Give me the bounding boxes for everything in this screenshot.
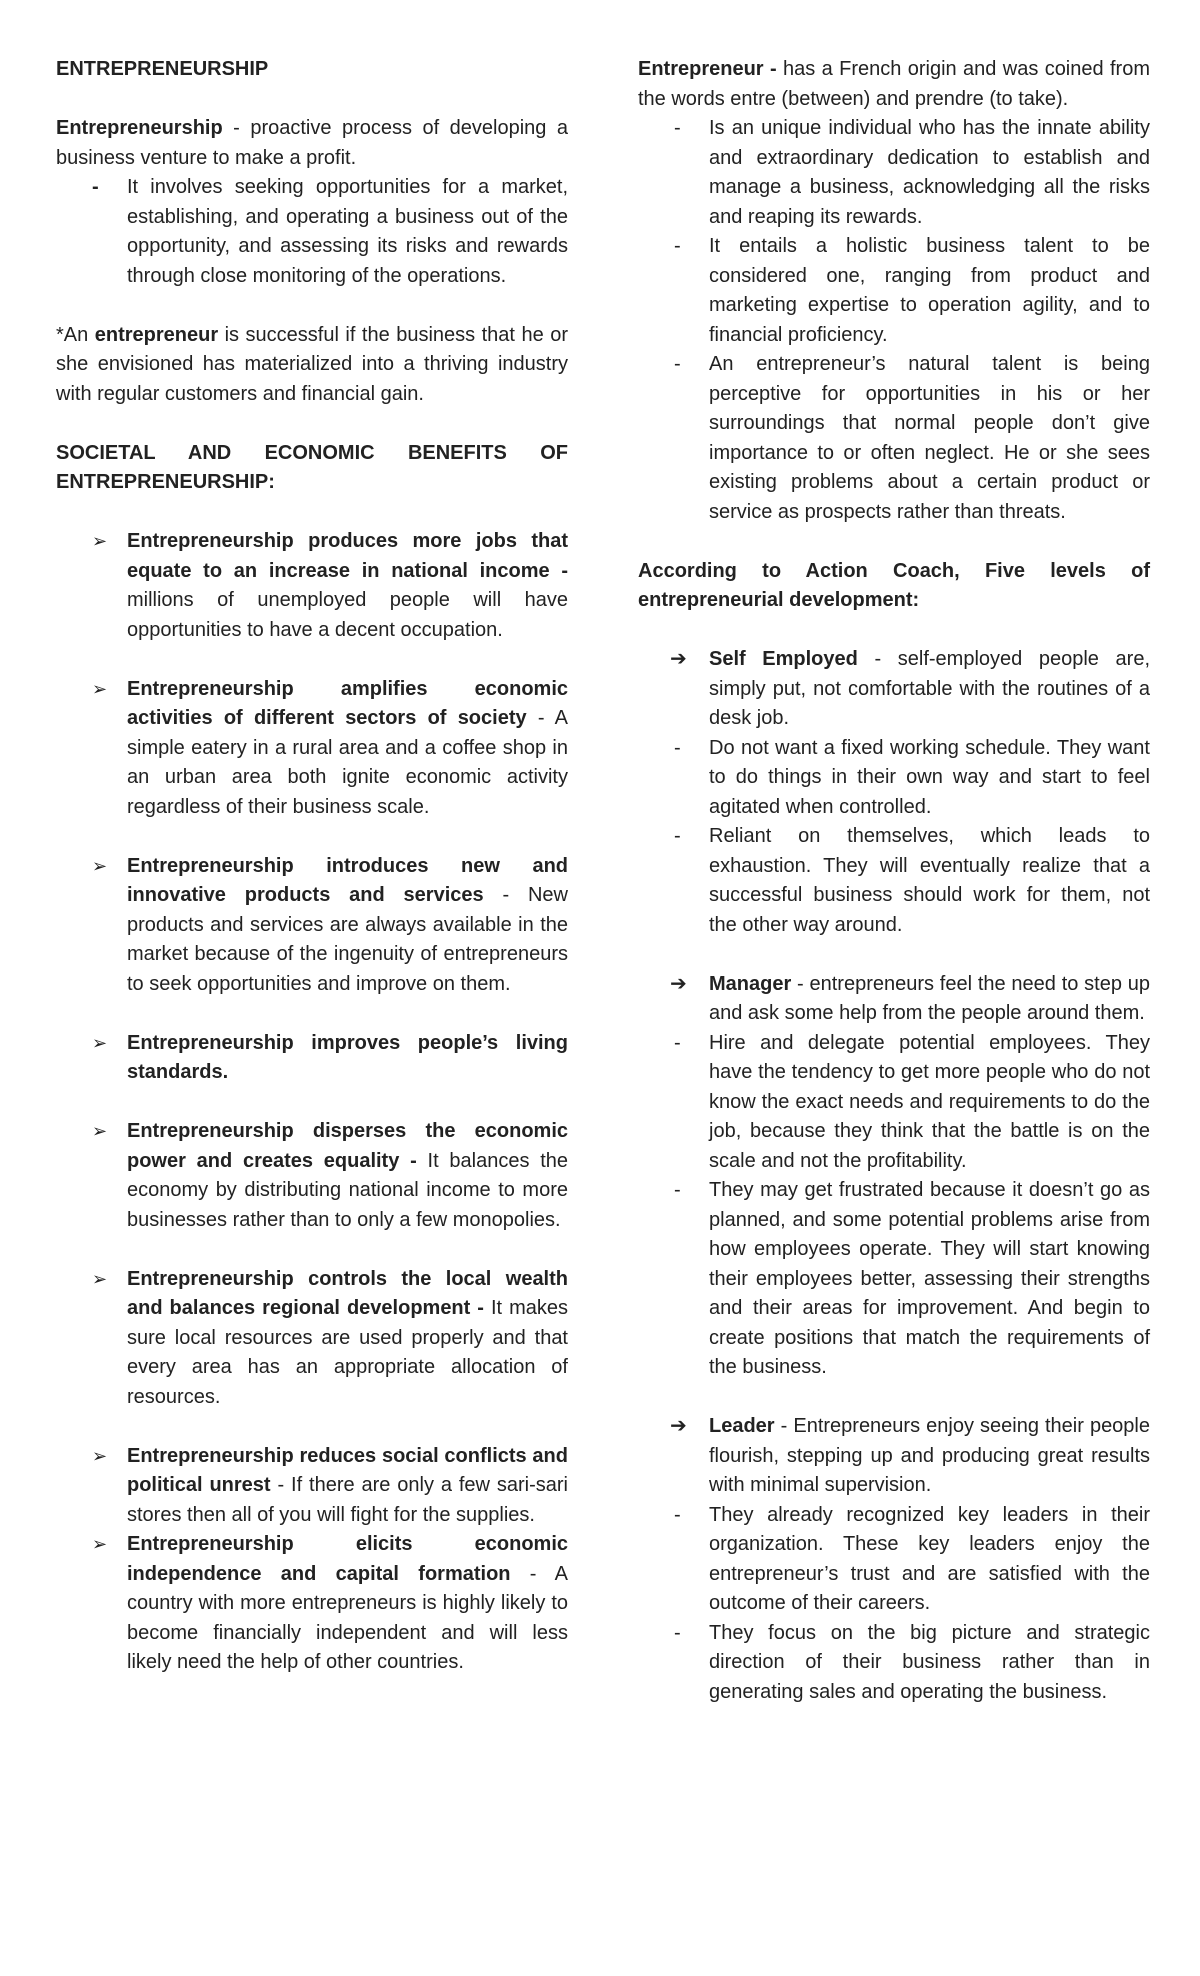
intro-text: has a French origin and was coined from the words entre (between) and prendre (to take). bbox=[638, 58, 1150, 110]
level-bullet bbox=[638, 1501, 1150, 1619]
intro-term: Entrepreneur - bbox=[638, 58, 777, 80]
benefit-text: - A simple eatery in a rural area and a coffee shop in an urban area both ignite economic activity regardless of their business scale. bbox=[127, 707, 568, 818]
level-name: Leader bbox=[709, 1415, 775, 1437]
dash-marker: - bbox=[674, 1621, 681, 1644]
triangle-bullet-icon: ➢ bbox=[92, 1268, 108, 1289]
triangle-bullet-icon: ➢ bbox=[92, 1032, 108, 1053]
entrepreneur-intro bbox=[638, 55, 1150, 114]
level-bullet-text: They already recognized key leaders in their organization. These key leaders enjoy the entrepreneur’s trust and are satisfied with the outcome of their careers. bbox=[709, 1503, 1150, 1614]
benefit-text: - If there are only a few sari-sari stores then all of you will fight for the supplies. bbox=[127, 1474, 568, 1526]
level-bullet bbox=[638, 822, 1150, 940]
triangle-bullet-icon: ➢ bbox=[92, 531, 108, 551]
level-name: Manager bbox=[709, 972, 792, 995]
dash-marker: - bbox=[674, 1031, 681, 1054]
arrow-bullet-icon: ➔ bbox=[670, 972, 687, 995]
note-term: entrepreneur bbox=[94, 323, 219, 346]
level-item-manager bbox=[638, 970, 1150, 1029]
level-bullet-text: They focus on the big picture and strategic direction of their business rather than in generating sales and operating the business. bbox=[709, 1621, 1150, 1703]
benefit-text: It balances the economy by distributing national income to more businesses rather than to only a few monopolies. bbox=[127, 1149, 568, 1231]
benefit-title: Entrepreneurship elicits economic independence and capital formation bbox=[127, 1533, 568, 1585]
note-text: is successful if the business that he or she envisioned has materialized into a thriving industry with regular customers and financial gain. bbox=[56, 323, 568, 405]
benefit-text: It makes sure local resources are used properly and that every area has an appropriate allocation of resources. bbox=[127, 1297, 569, 1408]
benefit-item bbox=[56, 852, 568, 1000]
benefit-title: Entrepreneurship reduces social conflicts and political unrest bbox=[127, 1444, 568, 1496]
dash-marker: - bbox=[674, 736, 681, 759]
intro-bullet-text: An entrepreneur’s natural talent is being perceptive for opportunities in his or her surroundings that normal people don’t give importance to or often neglect. He or she sees existing problems about a certain product or service as prospects rather than threats. bbox=[709, 353, 1150, 523]
definition-term: Entrepreneurship bbox=[56, 117, 223, 139]
level-desc: - Entrepreneurs enjoy seeing their people flourish, stepping up and producing great results with minimal supervision. bbox=[709, 1415, 1150, 1496]
triangle-bullet-icon: ➢ bbox=[92, 855, 108, 876]
intro-bullet bbox=[638, 114, 1150, 232]
triangle-bullet-icon: ➢ bbox=[92, 1121, 108, 1141]
level-bullet-text: Do not want a fixed working schedule. They want to do things in their own way and start to feel agitated when controlled. bbox=[709, 736, 1150, 818]
benefit-item bbox=[56, 1117, 568, 1235]
dash-marker: - bbox=[92, 176, 99, 198]
level-bullet bbox=[638, 1176, 1150, 1383]
dash-marker: - bbox=[674, 235, 681, 257]
level-bullet bbox=[638, 734, 1150, 823]
page-title: ENTREPRENEURSHIP bbox=[56, 58, 269, 80]
level-item-self-employed bbox=[638, 645, 1150, 734]
dash-marker: - bbox=[674, 353, 681, 375]
dash-marker: - bbox=[674, 1179, 681, 1201]
level-item-leader bbox=[638, 1412, 1150, 1501]
note-prefix: *An bbox=[56, 323, 95, 346]
benefit-title: Entrepreneurship introduces new and innovative products and services bbox=[127, 854, 568, 906]
definition-bullet bbox=[56, 173, 568, 291]
triangle-bullet-icon: ➢ bbox=[92, 1534, 108, 1554]
level-bullet-text: Reliant on themselves, which leads to exhaustion. They will eventually realize that a successful business should work for them, not the other way around. bbox=[709, 825, 1150, 936]
benefit-item bbox=[56, 1265, 568, 1413]
level-bullet bbox=[638, 1619, 1150, 1708]
benefit-item bbox=[56, 1029, 568, 1088]
triangle-bullet-icon: ➢ bbox=[92, 1445, 108, 1466]
benefit-text: - New products and services are always available in the market because of the ingenuity of entrepreneurs to seek opportunities and improve on them. bbox=[127, 884, 568, 995]
benefit-text: - A country with more entrepreneurs is highly likely to become financially independent and will less likely need the help of other countries. bbox=[127, 1562, 568, 1673]
intro-bullet-text: Is an unique individual who has the innate ability and extraordinary dedication to establish and manage a business, acknowledging all the risks and reaping its rewards. bbox=[709, 117, 1150, 228]
benefit-title: Entrepreneurship controls the local wealth and balances regional development - bbox=[127, 1267, 568, 1319]
benefit-item bbox=[56, 527, 568, 645]
benefit-title: Entrepreneurship disperses the economic power and creates equality - bbox=[127, 1120, 568, 1172]
arrow-bullet-icon: ➔ bbox=[670, 1415, 687, 1437]
left-column bbox=[56, 55, 568, 1678]
benefits-heading: SOCIETAL AND ECONOMIC BENEFITS OF ENTREPRENEURSHIP: bbox=[56, 441, 568, 493]
arrow-bullet-icon: ➔ bbox=[670, 648, 687, 670]
intro-bullet bbox=[638, 350, 1150, 527]
level-bullet-text: They may get frustrated because it doesn’t go as planned, and some potential problems arise from how employees operate. They will start knowing their employees better, assessing their strengths and their areas for improvement. And begin to create positions that match the requirements of the business. bbox=[709, 1179, 1150, 1378]
triangle-bullet-icon: ➢ bbox=[92, 678, 108, 699]
level-name: Self Employed bbox=[709, 648, 858, 670]
entrepreneur-note bbox=[56, 321, 568, 410]
definition-paragraph bbox=[56, 114, 568, 173]
definition-text: - proactive process of developing a business venture to make a profit. bbox=[56, 117, 568, 169]
benefit-item bbox=[56, 675, 568, 823]
level-bullet bbox=[638, 1029, 1150, 1177]
intro-bullet-text: It entails a holistic business talent to be considered one, ranging from product and marketing expertise to operation agility, and to financial proficiency. bbox=[709, 235, 1150, 346]
dash-marker: - bbox=[674, 117, 681, 139]
benefit-text: millions of unemployed people will have opportunities to have a decent occupation. bbox=[127, 589, 568, 641]
right-column bbox=[638, 55, 1150, 1707]
level-bullet-text: Hire and delegate potential employees. They have the tendency to get more people who do not know the exact needs and requirements to do the job, because they think that the battle is on the scale and not the profitability. bbox=[709, 1031, 1150, 1172]
level-desc: - entrepreneurs feel the need to step up and ask some help from the people around them. bbox=[709, 972, 1150, 1024]
dash-marker: - bbox=[674, 1503, 681, 1526]
benefit-item bbox=[56, 1530, 568, 1678]
level-desc: - self-employed people are, simply put, not comfortable with the routines of a desk job. bbox=[709, 648, 1150, 729]
benefit-title: Entrepreneurship produces more jobs that equate to an increase in national income - bbox=[127, 530, 568, 582]
benefit-item bbox=[56, 1442, 568, 1531]
benefit-title: Entrepreneurship improves people’s living standards. bbox=[127, 1031, 568, 1083]
levels-heading: According to Action Coach, Five levels of entrepreneurial development: bbox=[638, 559, 1150, 611]
definition-bullet-text: It involves seeking opportunities for a market, establishing, and operating a business out of the opportunity, and assessing its risks and rewards through close monitoring of the operations. bbox=[127, 176, 568, 287]
intro-bullet bbox=[638, 232, 1150, 350]
dash-marker: - bbox=[674, 825, 681, 847]
benefit-title: Entrepreneurship amplifies economic activities of different sectors of society bbox=[127, 677, 568, 729]
